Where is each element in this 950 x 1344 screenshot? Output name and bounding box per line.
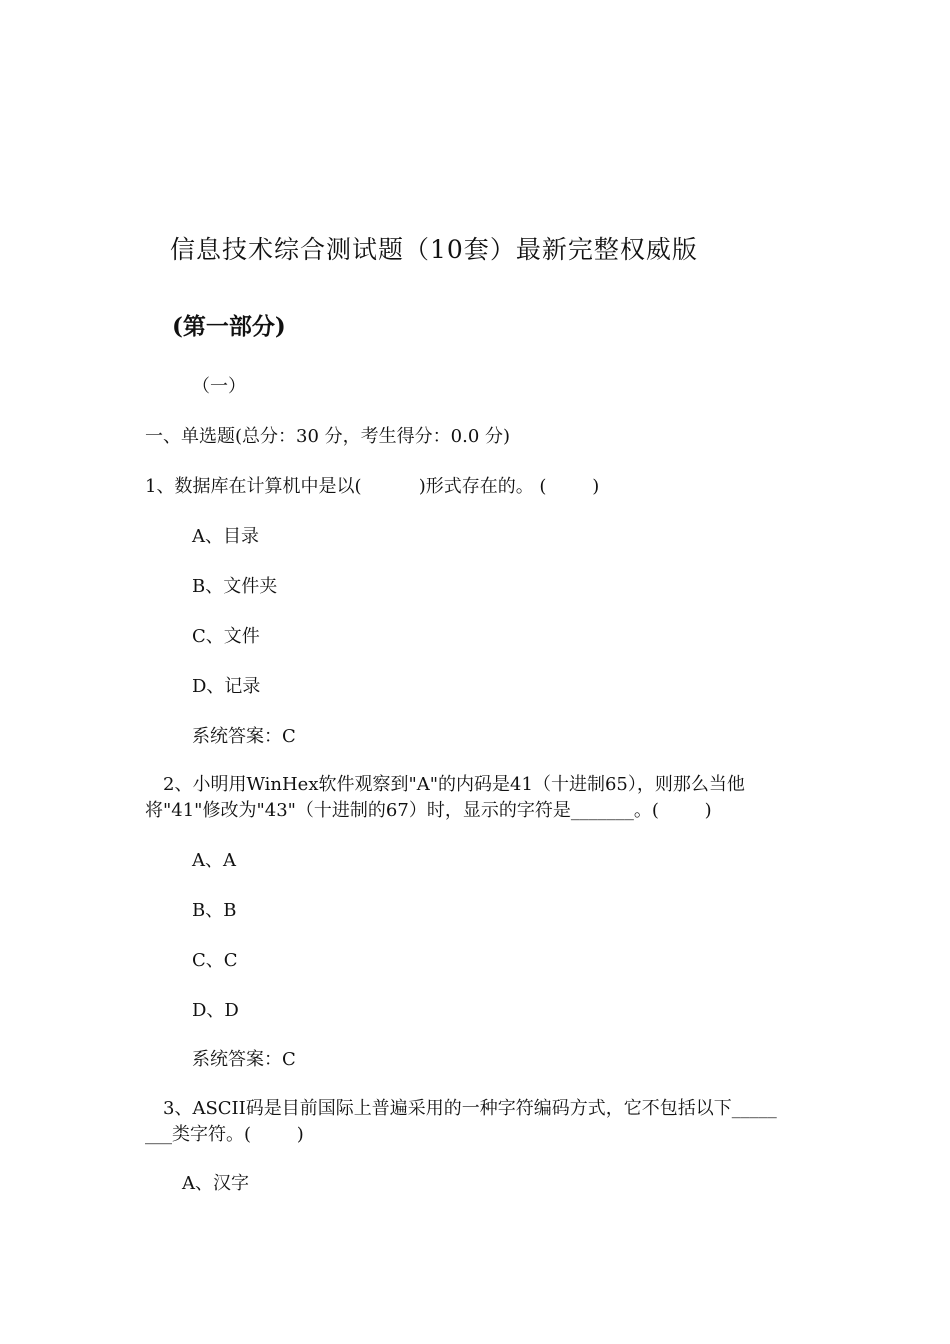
question-1-option-d: D、记录: [192, 676, 261, 697]
question-1-answer: 系统答案：C: [192, 726, 296, 747]
question-3-stem-line-1: 3、ASCII码是目前国际上普遍采用的一种字符编码方式，它不包括以下_____: [163, 1098, 777, 1119]
part-heading: (第一部分): [172, 313, 286, 340]
question-2-stem-line-2: 将"41"修改为"43"（十进制的67）时，显示的字符是_______。( ): [145, 800, 712, 821]
question-1-option-a: A、目录: [192, 526, 259, 547]
section-heading: 一、单选题(总分：30 分，考生得分：0.0 分): [145, 426, 511, 447]
question-2-option-c: C、C: [192, 950, 238, 971]
question-3-stem-line-2: ___类字符。( ): [145, 1124, 304, 1145]
question-2-answer: 系统答案：C: [192, 1049, 296, 1070]
question-2-stem-line-1: 2、小明用WinHex软件观察到"A"的内码是41（十进制65），则那么当他: [163, 774, 745, 795]
document-title: 信息技术综合测试题（10套）最新完整权威版: [170, 235, 698, 264]
question-1-option-c: C、文件: [192, 626, 260, 647]
question-2-option-b: B、B: [192, 900, 237, 921]
question-1-option-b: B、文件夹: [192, 576, 278, 597]
set-label: （一）: [192, 376, 246, 397]
question-3-option-a: A、汉字: [182, 1173, 249, 1194]
question-2-option-d: D、D: [192, 1000, 239, 1021]
question-2-option-a: A、A: [192, 850, 236, 871]
question-1-stem: 1、数据库在计算机中是以( )形式存在的。 ( ): [145, 476, 600, 497]
